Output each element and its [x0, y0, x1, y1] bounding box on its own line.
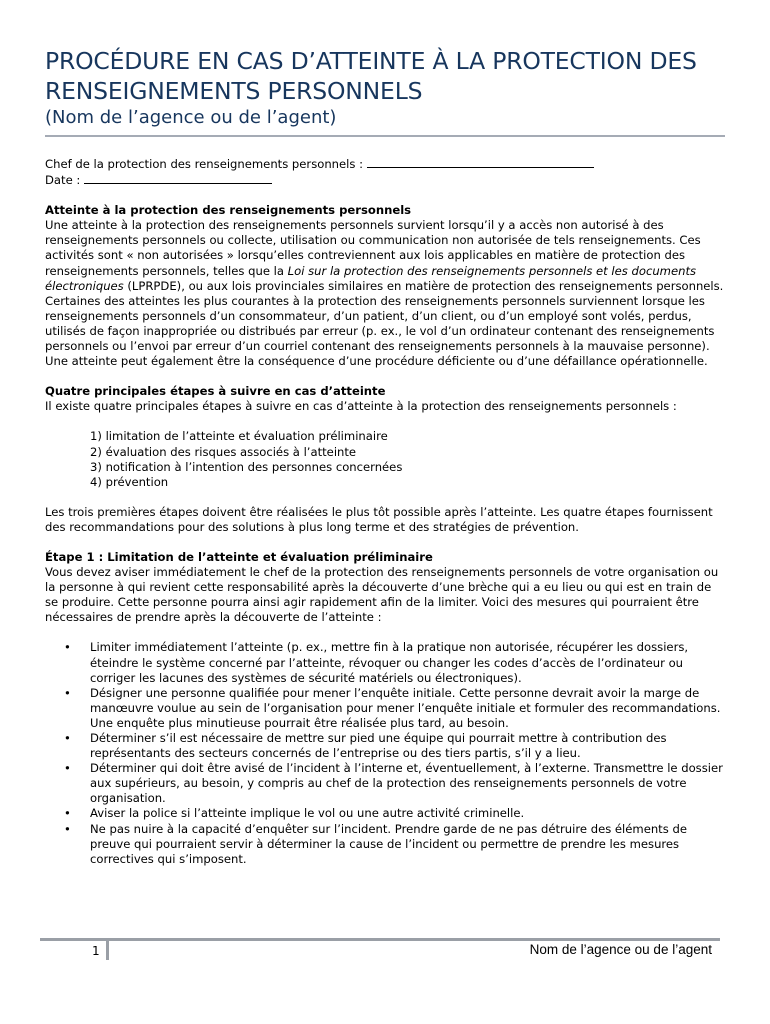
list-item-text: Limiter immédiatement l’atteinte (p. ex., mettre fin à la pratique non autorisée, récupérer les dossiers, éteindre le système concerné par l’atteinte, révoquer ou changer les codes d’accès de l’ordinateur ou corriger les lacunes des systèmes de sécurité matériels ou électroniques). — [90, 640, 689, 685]
breach-text-part2: (LPRPDE), ou aux lois provinciales similaires en matière de protection des renseignements personnels. Certaines des atteintes les plus courantes à la protection des renseignements personnels surviennent lorsque les renseignements personnels d’un consommateur, d’un patient, d’un client, ou d’un employé sont volés, perdus, utilisés de façon inappropriée ou distribués par erreur (p. ex., le vol d’un ordinateur contenant des renseignements personnels ou l’envoi par erreur d’un courriel contenant des renseignements personnels à la mauvaise personne). Une atteinte peut également être la conséquence d’une procédure déficiente ou d’une défaillance opérationnelle. — [45, 278, 724, 369]
chief-label: Chef de la protection des renseignements personnels : — [45, 157, 364, 171]
step-item: 4) prévention — [90, 474, 169, 489]
document-subtitle: (Nom de l’agence ou de l’agent) — [45, 107, 337, 128]
law-name: Loi sur la protection des renseignements personnels et les documents électroniques — [45, 263, 697, 293]
breach-section — [45, 203, 725, 369]
list-item — [45, 686, 725, 731]
step1-section — [45, 550, 725, 867]
list-item — [45, 822, 725, 867]
footer-separator-bar — [106, 940, 109, 960]
bullet-icon: • — [64, 806, 71, 821]
footer-agency-name: Nom de l’agence ou de l’agent — [529, 942, 712, 957]
page-number: 1 — [92, 944, 100, 958]
steps-intro: Il existe quatre principales étapes à suivre en cas d’atteinte à la protection des renseignements personnels : — [45, 399, 677, 414]
bullet-icon: • — [64, 821, 71, 836]
bullet-icon: • — [64, 761, 71, 776]
breach-heading: Atteinte à la protection des renseignements personnels — [45, 203, 412, 218]
bullet-icon: • — [64, 731, 71, 745]
steps-conclusion: Les trois premières étapes doivent être réalisées le plus tôt possible après l’atteinte. Les quatre étapes fournissent des recommandations pour des solutions à plus long terme et des stratégies de prévention. — [45, 504, 713, 534]
chief-blank-field[interactable] — [367, 156, 594, 168]
list-item-text: Déterminer s’il est nécessaire de mettre sur pied une équipe qui pourrait mettre à contribution des représentants des secteurs concernés de l’entreprise ou des tiers partis, s’il y a lieu. — [90, 731, 667, 761]
list-item — [45, 731, 725, 761]
date-label: Date : — [45, 173, 81, 188]
list-item — [45, 806, 725, 821]
document-page — [45, 46, 725, 867]
meta-block — [45, 156, 725, 188]
list-item-text: Déterminer qui doit être avisé de l’incident à l’interne et, éventuellement, à l’externe. Transmettre le dossier aux supérieurs, au besoin, y compris au chef de la protection des renseignements personnels de votre organisation. — [90, 761, 723, 806]
step-item: 2) évaluation des risques associés à l’atteinte — [90, 444, 357, 459]
step1-intro: Vous devez aviser immédiatement le chef de la protection des renseignements personnels de votre organisation ou la personne à qui revient cette responsabilité après la découverte d’une brèche qui a eu lieu ou qui est en train de se produire. Cette personne pourra ainsi agir rapidement afin de la limiter. Voici des mesures qui pourraient être nécessaires de prendre après la découverte de l’atteinte : — [45, 565, 719, 625]
steps-heading: Quatre principales étapes à suivre en cas d’atteinte — [45, 384, 386, 399]
chief-line — [45, 156, 725, 172]
step-item: 3) notification à l’intention des personnes concernées — [90, 459, 403, 474]
step1-heading: Étape 1 : Limitation de l’atteinte et évaluation préliminaire — [45, 549, 433, 564]
breach-text-part1: Une atteinte à la protection des renseignements personnels survient lorsqu’il y a accès non autorisé à des renseignements personnels ou collecte, utilisation ou communication non autorisée de tels renseignements. Ces activités sont « non autorisées » lorsqu’elles contreviennent aux lois applicables en matière de protection des renseignements personnels, telles que la — [45, 218, 701, 278]
title-divider — [45, 135, 725, 137]
steps-list — [45, 429, 725, 489]
list-item — [45, 761, 725, 806]
list-item — [45, 640, 725, 685]
date-line — [45, 172, 725, 188]
footer-divider — [40, 938, 720, 941]
bullet-icon: • — [64, 685, 71, 700]
breach-paragraph — [45, 218, 725, 369]
step-item: 1) limitation de l’atteinte et évaluation préliminaire — [90, 429, 388, 444]
list-item-text: Aviser la police si l’atteinte implique le vol ou une autre activité criminelle. — [90, 806, 525, 821]
document-title: PROCÉDURE EN CAS D’ATTEINTE À LA PROTECTION DES RENSEIGNEMENTS PERSONNELS — [45, 47, 697, 105]
bullet-icon: • — [64, 640, 71, 655]
steps-section — [45, 384, 725, 535]
list-item-text: Désigner une personne qualifiée pour mener l’enquête initiale. Cette personne devrait avoir la marge de manœuvre voulue au sein de l’organisation pour mener l’enquête initiale et formuler des recommandations. Une enquête plus minutieuse pourrait être réalisée plus tard, au besoin. — [90, 685, 721, 730]
step1-bullet-list — [45, 640, 725, 866]
date-blank-field[interactable] — [84, 172, 272, 184]
list-item-text: Ne pas nuire à la capacité d’enquêter sur l’incident. Prendre garde de ne pas détruire des éléments de preuve qui pourraient servir à déterminer la cause de l’incident ou permettre de prendre les mesures correctives qui s’imposent. — [90, 821, 687, 866]
